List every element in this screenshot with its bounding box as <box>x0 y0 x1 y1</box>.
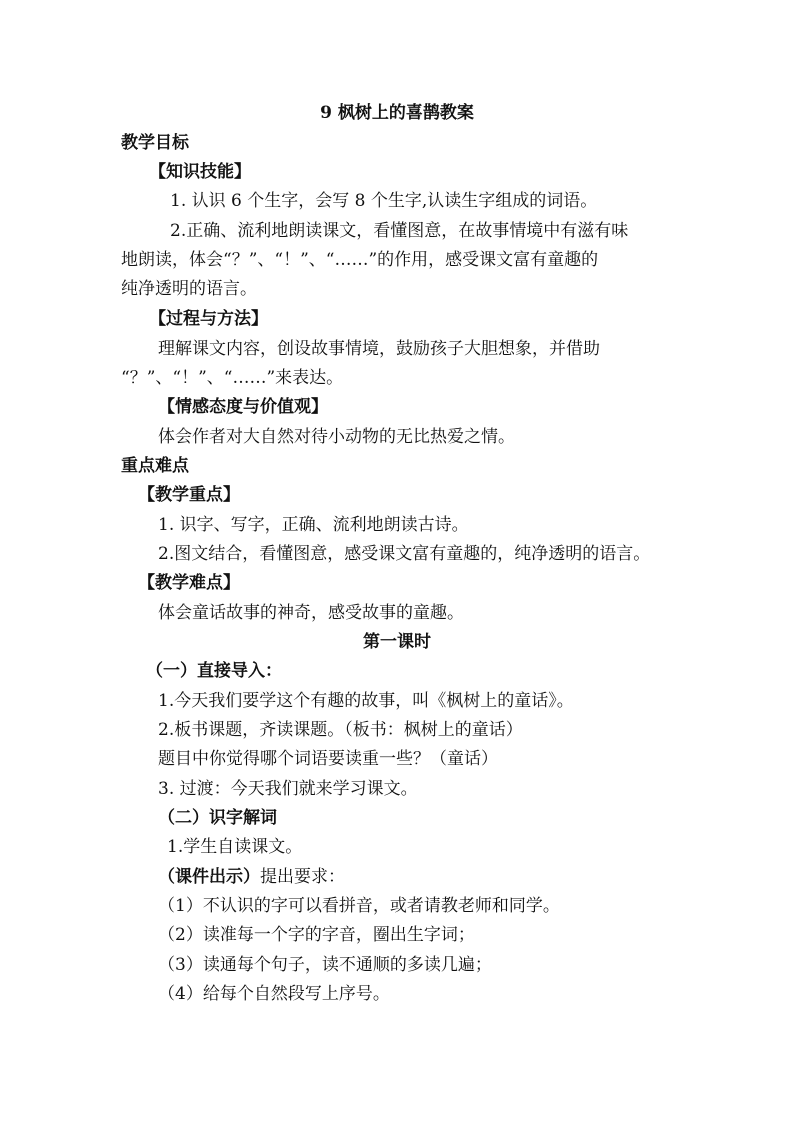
section-heading-objectives: 教学目标 <box>121 133 189 153</box>
paragraph-line: 纯净透明的语言。 <box>121 279 257 299</box>
paragraph-line: 2.正确、流利地朗读课文，看懂图意，在故事情境中有滋有味 <box>170 221 629 241</box>
subheading-teaching-focus: 【教学重点】 <box>138 485 240 505</box>
paragraph-line: 2.图文结合，看懂图意，感受课文富有童趣的，纯净透明的语言。 <box>158 544 651 564</box>
list-item: （4）给每个自然段写上序号。 <box>158 984 390 1004</box>
paragraph-line: “？”、“！”、“……”来表达。 <box>121 368 344 388</box>
paragraph-line: 1. 认识 6 个生字，会写 8 个生字,认读生字组成的词语。 <box>170 191 598 211</box>
subheading-process-method: 【过程与方法】 <box>149 309 268 329</box>
lesson-heading-first: 第一课时 <box>363 632 431 652</box>
paragraph-line: 地朗读，体会“？”、“！”、“……”的作用，感受课文富有童趣的 <box>121 250 599 270</box>
paragraph-line <box>158 866 345 888</box>
paragraph-line: 1.学生自读课文。 <box>167 837 303 857</box>
list-item: （3）读通每个句子，读不通顺的多读几遍； <box>158 955 492 975</box>
courseware-label: （课件出示） <box>158 867 260 887</box>
paragraph-line: 1. 识字、写字，正确、流利地朗读古诗。 <box>158 515 469 535</box>
paragraph-line: 2.板书课题，齐读课题。（板书：枫树上的童话） <box>158 720 523 740</box>
paragraph-line: 体会作者对大自然对待小动物的无比热爱之情。 <box>158 427 515 447</box>
list-item: （2）读准每一个字的字音，圈出生字词； <box>158 925 475 945</box>
paragraph-line: 理解课文内容，创设故事情境，鼓励孩子大胆想象，并借助 <box>158 339 600 359</box>
paragraph-line: 1.今天我们要学这个有趣的故事，叫《枫树上的童话》。 <box>158 691 574 711</box>
subheading-teaching-difficulty: 【教学难点】 <box>138 573 240 593</box>
subheading-knowledge-skills: 【知识技能】 <box>149 162 251 182</box>
paragraph-line: 题目中你觉得哪个词语要读重一些？（童话） <box>158 749 498 769</box>
document-title: 9 枫树上的喜鹊教案 <box>320 103 474 123</box>
paragraph-line: 3. 过渡：今天我们就来学习课文。 <box>158 779 418 799</box>
requirement-label: 提出要求： <box>260 867 345 887</box>
step-heading-intro: （一）直接导入： <box>146 661 282 681</box>
list-item: （1）不认识的字可以看拼音，或者请教老师和同学。 <box>158 896 560 916</box>
section-heading-key-difficult: 重点难点 <box>121 456 189 476</box>
subheading-emotion-values: 【情感态度与价值观】 <box>158 397 328 417</box>
step-heading-vocab: （二）识字解词 <box>158 808 277 828</box>
paragraph-line: 体会童话故事的神奇，感受故事的童趣。 <box>158 603 464 623</box>
